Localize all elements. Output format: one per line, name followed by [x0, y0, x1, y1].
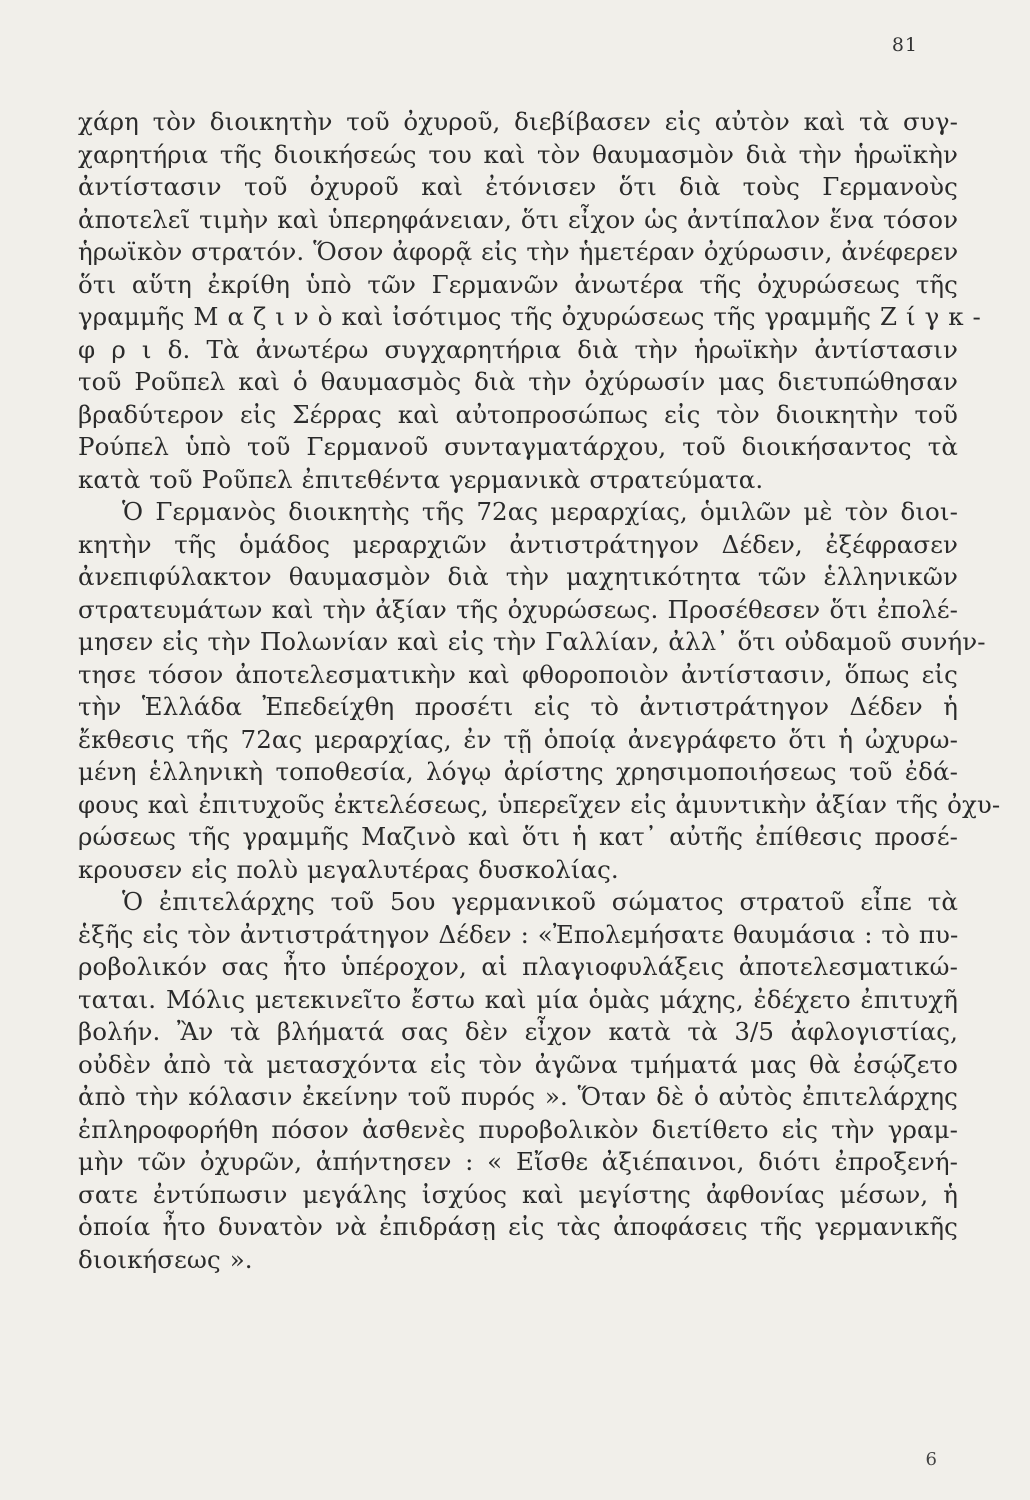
text-line: μησεν εἰς τὴν Πολωνίαν καὶ εἰς τὴν Γαλλίαν, ἀλλ᾽ ὅτι οὐδαμοῦ συνήν-: [78, 627, 986, 656]
text-line: ἔκθεσις τῆς 72ας μεραρχίας, ἐν τῇ ὁποίᾳ ἀνεγράφετο ὅτι ἡ ὠχυρω-: [78, 724, 958, 754]
text-line: χαρητήρια τῆς διοικήσεώς του καὶ τὸν θαυμασμὸν διὰ τὴν ἡρωϊκὴν: [78, 139, 958, 169]
text-line: μὴν τῶν ὀχυρῶν, ἀπήντησεν : « Εἴσθε ἀξιέπαινοι, διότι ἐπροξενή-: [78, 1147, 958, 1176]
text-line: τησε τόσον ἀποτελεσματικὴν καὶ φθοροποιὸν ἀντίστασιν, ὅπως εἰς: [78, 659, 958, 689]
signature-mark: 6: [925, 1449, 937, 1470]
text-line: κητὴν τῆς ὁμάδος μεραρχιῶν ἀντιστράτηγον Δέδεν, ἐξέφρασεν: [78, 529, 958, 559]
text-line: φους καὶ ἐπιτυχοῦς ἐκτελέσεως, ὑπερεῖχεν εἰς ἀμυντικὴν ἀξίαν τῆς ὀχυ-: [78, 789, 1001, 819]
page-number: 81: [891, 34, 918, 56]
text-line: ἐπληροφορήθη πόσον ἀσθενὲς πυροβολικὸν διετίθετο εἰς τὴν γραμ-: [78, 1114, 958, 1144]
text-line: Ὁ ἐπιτελάρχης τοῦ 5ου γερμανικοῦ σώματος στρατοῦ εἶπε τὰ: [122, 887, 958, 916]
text-line: στρατευμάτων καὶ τὴν ἀξίαν τῆς ὀχυρώσεως. Προσέθεσεν ὅτι ἐπολέ-: [78, 594, 958, 624]
text-line: φ ρ ι δ. Τὰ ἀνωτέρω συγχαρητήρια διὰ τὴν ἡρωϊκὴν ἀντίστασιν: [78, 334, 958, 364]
text-line: ταται. Μόλις μετεκινεῖτο ἔστω καὶ μία ὁμὰς μάχης, ἐδέχετο ἐπιτυχῆ: [78, 984, 958, 1014]
text-line: ἀνεπιφύλακτον θαυμασμὸν διὰ τὴν μαχητικότητα τῶν ἑλληνικῶν: [78, 562, 958, 591]
text-line: κρουσεν εἰς πολὺ μεγαλυτέρας δυσκολίας.: [78, 854, 619, 884]
text-line: ἀντίστασιν τοῦ ὀχυροῦ καὶ ἐτόνισεν ὅτι διὰ τοὺς Γερμανοὺς: [78, 172, 958, 201]
text-line: διοικήσεως ».: [78, 1244, 253, 1274]
text-line: ρώσεως τῆς γραμμῆς Μαζινὸ καὶ ὅτι ἡ κατ᾽ αὐτῆς ἐπίθεσις προσέ-: [78, 822, 958, 851]
text-line: ὅτι αὕτη ἐκρίθη ὑπὸ τῶν Γερμανῶν ἀνωτέρα τῆς ὀχυρώσεως τῆς: [78, 269, 958, 299]
text-line: γραμμῆς Μ α ζ ι ν ὸ καὶ ἰσότιμος τῆς ὀχυρώσεως τῆς γραμμῆς Ζ ί γ κ -: [78, 302, 981, 331]
text-line: μένη ἑλληνικὴ τοποθεσία, λόγῳ ἀρίστης χρησιμοποιήσεως τοῦ ἐδά-: [78, 757, 958, 786]
text-line: Ὁ Γερμανὸς διοικητὴς τῆς 72ας μεραρχίας, ὁμιλῶν μὲ τὸν διοι-: [122, 497, 958, 526]
text-line: κατὰ τοῦ Ροῦπελ ἐπιτεθέντα γερμανικὰ στρατεύματα.: [78, 464, 764, 494]
text-line: χάρη τὸν διοικητὴν τοῦ ὀχυροῦ, διεβίβασεν εἰς αὐτὸν καὶ τὰ συγ-: [78, 107, 958, 136]
text-line: τὴν Ἑλλάδα Ἐπεδείχθη προσέτι εἰς τὸ ἀντιστράτηγον Δέδεν ἡ: [78, 692, 958, 721]
text-line: οὐδὲν ἀπὸ τὰ μετασχόντα εἰς τὸν ἀγῶνα τμήματά μας θὰ ἐσῴζετο: [78, 1049, 958, 1079]
text-line: σατε ἐντύπωσιν μεγάλης ἰσχύος καὶ μεγίστης ἀφθονίας μέσων, ἡ: [78, 1179, 958, 1209]
text-line: ροβολικόν σας ἦτο ὑπέροχον, αἱ πλαγιοφυλάξεις ἀποτελεσματικώ-: [78, 952, 958, 981]
text-line: Ρούπελ ὑπὸ τοῦ Γερμανοῦ συνταγματάρχου, τοῦ διοικήσαντος τὰ: [78, 432, 958, 461]
text-line: ἀπὸ τὴν κόλασιν ἐκείνην τοῦ πυρός ». Ὅταν δὲ ὁ αὐτὸς ἐπιτελάρχης: [78, 1082, 958, 1111]
text-line: βολήν. Ἂν τὰ βλήματά σας δὲν εἶχον κατὰ τὰ 3/5 ἀφλογιστίας,: [78, 1017, 958, 1046]
text-line: ἑξῆς εἰς τὸν ἀντιστράτηγον Δέδεν : «Ἐπολεμήσατε θαυμάσια : τὸ πυ-: [78, 919, 959, 949]
body-text: [78, 106, 1001, 1276]
text-line: τοῦ Ροῦπελ καὶ ὁ θαυμασμὸς διὰ τὴν ὀχύρωσίν μας διετυπώθησαν: [78, 367, 958, 396]
text-line: ὁποία ἦτο δυνατὸν νὰ ἐπιδράσῃ εἰς τὰς ἀποφάσεις τῆς γερμανικῆς: [78, 1212, 958, 1241]
text-line: βραδύτερον εἰς Σέρρας καὶ αὐτοπροσώπως εἰς τὸν διοικητὴν τοῦ: [78, 399, 958, 429]
text-line: ἡρωϊκὸν στρατόν. Ὅσον ἀφορᾷ εἰς τὴν ἡμετέραν ὀχύρωσιν, ἀνέφερεν: [78, 237, 959, 266]
text-line: ἀποτελεῖ τιμὴν καὶ ὑπερηφάνειαν, ὅτι εἶχον ὡς ἀντίπαλον ἕνα τόσον: [78, 204, 959, 234]
